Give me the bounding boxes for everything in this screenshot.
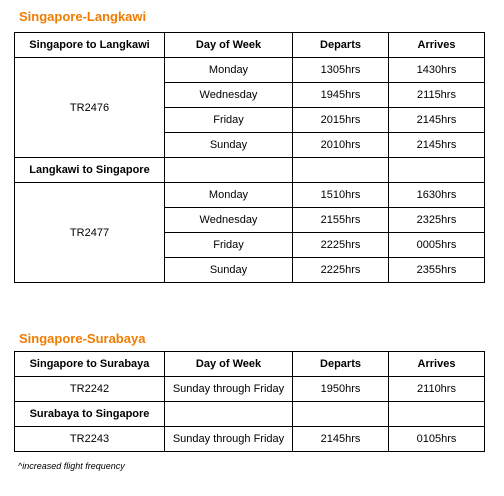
day-cell: Friday <box>165 108 293 133</box>
empty-cell <box>389 158 485 183</box>
table-header-row <box>15 33 485 58</box>
departs-cell: 1305hrs <box>293 58 389 83</box>
departs-cell: 1510hrs <box>293 183 389 208</box>
section-title-singapore-langkawi: Singapore-Langkawi <box>19 9 147 24</box>
arrives-cell: 1630hrs <box>389 183 485 208</box>
departs-cell: 2145hrs <box>293 427 389 452</box>
arrives-cell: 0105hrs <box>389 427 485 452</box>
arrives-cell: 2110hrs <box>389 377 485 402</box>
departs-cell: 2155hrs <box>293 208 389 233</box>
departs-cell: 1945hrs <box>293 83 389 108</box>
table-subheader-row <box>15 402 485 427</box>
subheader-return-route: Langkawi to Singapore <box>15 158 165 183</box>
flight-number: TR2476 <box>15 58 165 158</box>
arrives-cell: 2115hrs <box>389 83 485 108</box>
day-cell: Sunday through Friday <box>165 427 293 452</box>
table-subheader-row <box>15 158 485 183</box>
table-row <box>15 427 485 452</box>
header-departs: Departs <box>293 33 389 58</box>
header-arrives: Arrives <box>389 352 485 377</box>
arrives-cell: 2355hrs <box>389 258 485 283</box>
empty-cell <box>165 158 293 183</box>
empty-cell <box>293 402 389 427</box>
header-day-of-week: Day of Week <box>165 352 293 377</box>
empty-cell <box>293 158 389 183</box>
day-cell: Wednesday <box>165 208 293 233</box>
departs-cell: 2015hrs <box>293 108 389 133</box>
day-cell: Monday <box>165 183 293 208</box>
day-cell: Sunday <box>165 258 293 283</box>
langkawi-schedule-table <box>14 32 485 283</box>
departs-cell: 2225hrs <box>293 258 389 283</box>
flight-number: TR2477 <box>15 183 165 283</box>
arrives-cell: 0005hrs <box>389 233 485 258</box>
day-cell: Sunday through Friday <box>165 377 293 402</box>
header-departs: Departs <box>293 352 389 377</box>
empty-cell <box>165 402 293 427</box>
header-day-of-week: Day of Week <box>165 33 293 58</box>
empty-cell <box>389 402 485 427</box>
table-row <box>15 183 485 208</box>
day-cell: Monday <box>165 58 293 83</box>
subheader-return-route: Surabaya to Singapore <box>15 402 165 427</box>
header-route: Singapore to Langkawi <box>15 33 165 58</box>
arrives-cell: 2325hrs <box>389 208 485 233</box>
footnote: ^increased flight frequency <box>18 461 125 471</box>
table-row <box>15 377 485 402</box>
table-row <box>15 58 485 83</box>
arrives-cell: 1430hrs <box>389 58 485 83</box>
header-route: Singapore to Surabaya <box>15 352 165 377</box>
arrives-cell: 2145hrs <box>389 108 485 133</box>
flight-number: TR2243 <box>15 427 165 452</box>
section-title-singapore-surabaya: Singapore-Surabaya <box>19 331 146 346</box>
table-header-row <box>15 352 485 377</box>
departs-cell: 2010hrs <box>293 133 389 158</box>
departs-cell: 1950hrs <box>293 377 389 402</box>
flight-number: TR2242 <box>15 377 165 402</box>
surabaya-schedule-table <box>14 351 485 452</box>
departs-cell: 2225hrs <box>293 233 389 258</box>
arrives-cell: 2145hrs <box>389 133 485 158</box>
day-cell: Friday <box>165 233 293 258</box>
header-arrives: Arrives <box>389 33 485 58</box>
day-cell: Wednesday <box>165 83 293 108</box>
day-cell: Sunday <box>165 133 293 158</box>
